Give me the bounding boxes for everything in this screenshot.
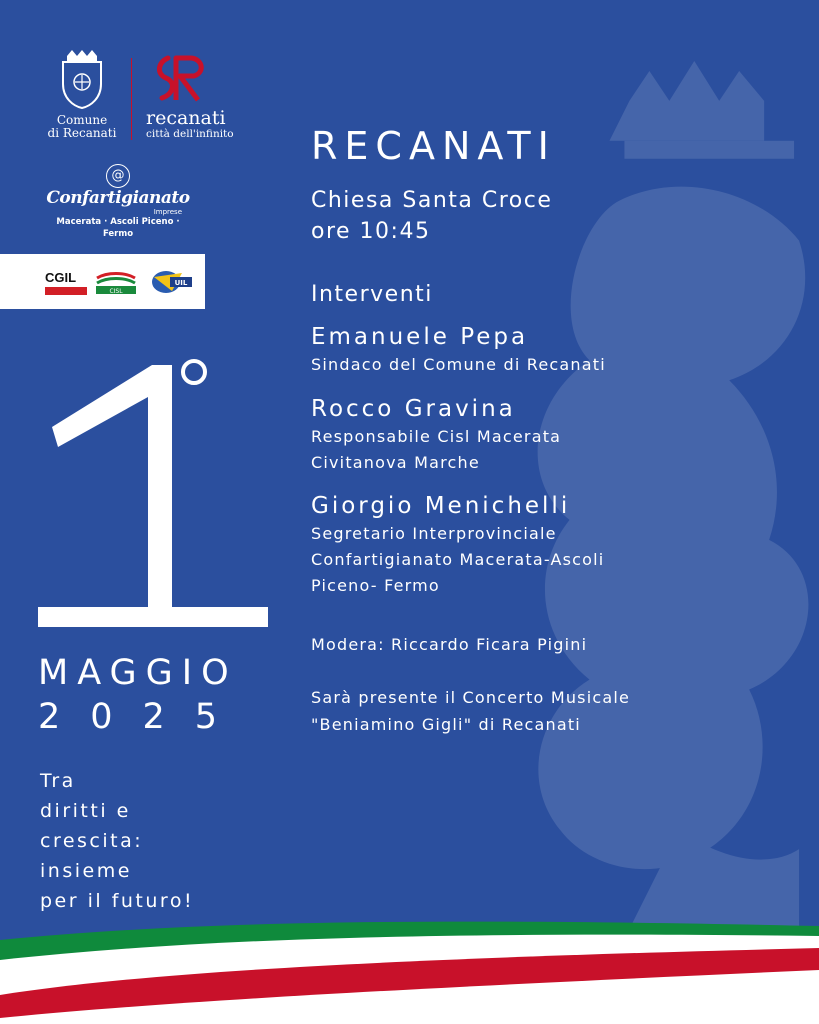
logo-divider xyxy=(131,58,132,140)
confartigianato-brand: Confartigianato xyxy=(46,188,190,208)
comune-name-line2: di Recanati xyxy=(47,126,117,140)
recanati-tagline: città dell'infinito xyxy=(146,128,234,140)
slogan-line: crescita: xyxy=(40,830,144,852)
day-number-text: 1 xyxy=(36,355,37,356)
cgil-red-bar xyxy=(45,287,87,295)
year-label: 2025 xyxy=(38,697,248,737)
degree-sign xyxy=(178,356,210,388)
speaker-entry xyxy=(311,394,561,476)
uil-logo xyxy=(146,269,194,295)
venue-name: Chiesa Santa Croce xyxy=(311,188,553,213)
at-sign-icon: @ xyxy=(106,164,130,188)
cisl-text: CISL xyxy=(109,288,123,295)
confartigianato-provinces: Macerata · Ascoli Piceno · Fermo xyxy=(56,217,180,239)
speaker-role: Segretario Interprovinciale xyxy=(311,524,557,543)
concert-note-line: "Beniamino Gigli" di Recanati xyxy=(311,715,581,734)
crest-icon xyxy=(55,48,109,110)
slogan-line: per il futuro! xyxy=(40,890,195,912)
comune-name-line1: Comune xyxy=(56,113,108,127)
city-title: RECANATI xyxy=(311,124,556,168)
recanati-r-mark-icon xyxy=(146,50,216,104)
lion-emblem-watermark xyxy=(380,30,819,950)
speaker-role: Civitanova Marche xyxy=(311,453,480,472)
moderator: Modera: Riccardo Ficara Pigini xyxy=(311,635,588,654)
unions-logo-strip xyxy=(0,254,205,309)
slogan xyxy=(40,766,194,916)
speaker-name: Giorgio Menichelli xyxy=(311,493,571,519)
slogan-line: Tra xyxy=(40,770,76,792)
speaker-role: Responsabile Cisl Macerata xyxy=(311,427,562,446)
slogan-line: insieme xyxy=(40,860,132,882)
venue-block xyxy=(311,185,552,247)
speaker-name: Rocco Gravina xyxy=(311,396,516,422)
day-number xyxy=(36,355,276,635)
slogan-line: diritti e xyxy=(40,800,131,822)
confartigianato-logo xyxy=(40,164,196,240)
italian-flag-wave xyxy=(0,900,819,1024)
confartigianato-sub: Imprese xyxy=(153,208,182,216)
speaker-role: Piceno- Fermo xyxy=(311,576,440,595)
cgil-logo: CGIL xyxy=(45,270,77,285)
cisl-logo xyxy=(93,268,139,296)
speaker-name: Emanuele Pepa xyxy=(311,324,529,350)
recanati-wordmark: recanati xyxy=(146,107,226,129)
concert-note xyxy=(311,684,630,738)
interventi-heading: Interventi xyxy=(311,282,433,307)
speaker-role: Sindaco del Comune di Recanati xyxy=(311,355,606,374)
speaker-role: Confartigianato Macerata-Ascoli xyxy=(311,550,605,569)
speaker-entry xyxy=(311,322,606,378)
comune-recanati-logo xyxy=(42,48,122,140)
concert-note-line: Sarà presente il Concerto Musicale xyxy=(311,688,631,707)
speaker-entry xyxy=(311,491,604,599)
event-time: ore 10:45 xyxy=(311,219,431,244)
degree-text: ° xyxy=(178,356,179,357)
month-label: MAGGIO xyxy=(38,653,238,693)
recanati-city-logo xyxy=(146,50,236,140)
uil-text: UIL xyxy=(174,279,188,287)
